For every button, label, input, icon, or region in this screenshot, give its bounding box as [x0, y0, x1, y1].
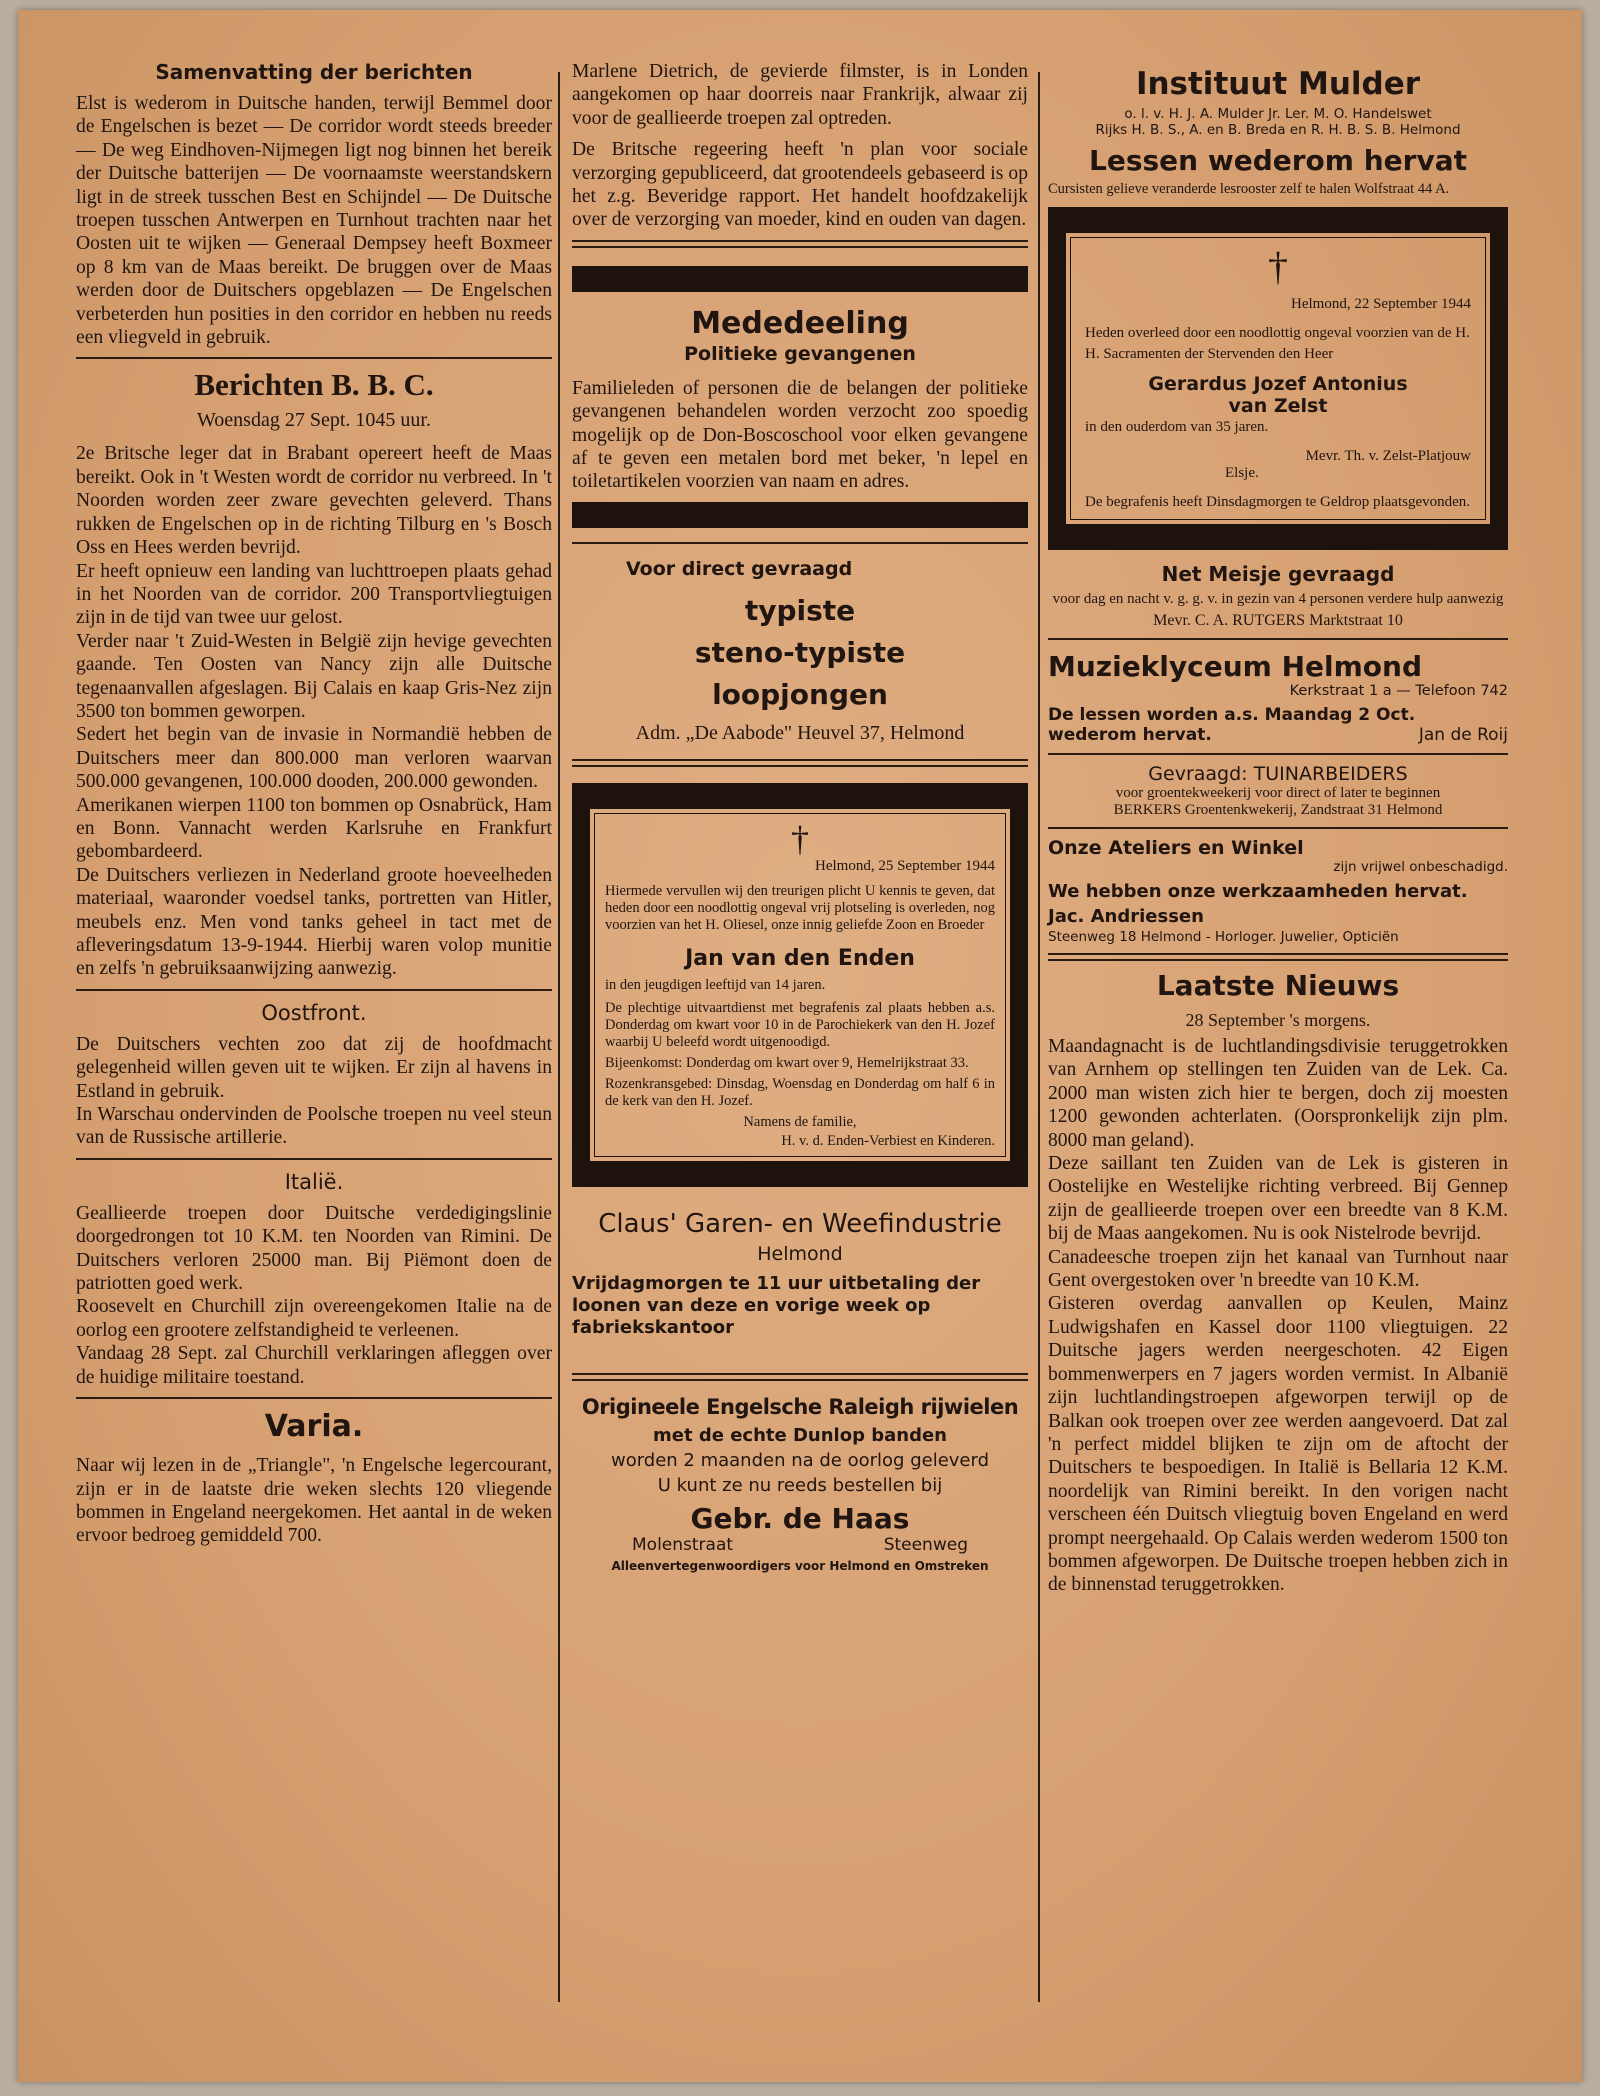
varia-title: Varia.	[264, 1409, 364, 1445]
mulder-note: Cursisten gelieve veranderde lesrooster zelf te halen Wolfstraat 44 A.	[1048, 181, 1450, 197]
claus-city: Helmond	[757, 1242, 843, 1265]
laatste-paragraph: Gisteren overdag aanvallen op Keulen, Mainz Ludwigshafen en Kassel door 1100 vliegtuigen. 22 Duitsche jagers werden neergeschoten. 42 Eigen bommenwerpers en 7 jagers worden vermist. In Albanië zijn luchtlandingstroepen afgeworpen terwijl op de Balkan ook troepen over zee werden aangevoerd. Dat zal 'n perfect middel blijken te zijn om de aftocht der Duitschers te bespoedigen. In Italië is Bellaria 12 K.M. noordelijk van Rimini bereikt. In den vorigen nacht verscheen één Duitsch vliegtuig boven Engeland en werd prompt neergehaald. Op Calais werden wederom 1500 ton bommen afgeworpen. De Duitsche troepen hebben zich in de binnenstad teruggetrokken.	[1048, 1293, 1508, 1596]
obit-rosary: Rozenkransgebed: Dinsdag, Woensdag en Donderdag om half 6 in de kerk van den H. Jozef.	[605, 1075, 995, 1109]
obituary-jan-van-den-enden	[572, 783, 1028, 1187]
regeering-text: De Britsche regeering heeft 'n plan voor sociale verzorging gepubliceerd, dat grootendeels gebaseerd is op het z.g. Beveridge rapport. Het handelt hoofdzakelijk over de verzorging van moeder, kind en ouden van dagen.	[572, 139, 1028, 231]
obituary-van-zelst	[1048, 207, 1508, 550]
cross-icon: †	[1268, 244, 1288, 289]
obit-name: Gerardus Jozef Antonius	[1148, 373, 1408, 395]
obit-widow: Mevr. Th. v. Zelst-Platjouw	[1305, 448, 1471, 464]
obit-meeting: Bijeenkomst: Donderdag om kwart over 9, Hemelrijkstraat 33.	[605, 1054, 969, 1071]
mulder-line: Rijks H. B. S., A. en B. Breda en R. H. B. S. B. Helmond	[1095, 122, 1461, 138]
gevraagd-item: typiste	[744, 593, 856, 627]
muziek-line2	[1048, 725, 1508, 745]
column-rule-left	[558, 72, 560, 2002]
laatste-dateline: 28 September 's morgens.	[1185, 1010, 1371, 1030]
obit-family: H. v. d. Enden-Verbiest en Kinderen.	[781, 1132, 995, 1149]
ateliers-sub: zijn vrijwel onbeschadigd.	[1333, 859, 1508, 875]
divider	[572, 542, 1028, 544]
bbc-paragraph: Sedert het begin van de invasie in Normandië hebben de Duitschers meer dan 800.000 man verloren waarvan 500.000 gevangenen, 100.000 dooden, 200.000 gewonden.	[76, 724, 552, 793]
divider	[76, 357, 552, 359]
column-left	[76, 60, 552, 1548]
italie-title: Italië.	[284, 1169, 344, 1194]
obit-age: in den jeugdigen leeftijd van 14 jaren.	[605, 976, 826, 993]
double-divider	[572, 1373, 1028, 1381]
italie-paragraph: Vandaag 28 Sept. zal Churchill verklaringen afleggen over de huidige militaire toestand.	[76, 1343, 552, 1388]
raleigh-line: worden 2 maanden na de oorlog geleverd	[610, 1449, 990, 1471]
meisje-contact: Mevr. C. A. RUTGERS Marktstraat 10	[1153, 612, 1403, 629]
divider	[1048, 827, 1508, 829]
gevraagd-address: Adm. „De Aabode" Heuvel 37, Helmond	[635, 721, 965, 744]
ateliers-name: Jac. Andriessen	[1048, 906, 1204, 927]
obit-name: van Zelst	[1228, 395, 1328, 417]
muziek-teacher: Jan de Roij	[1418, 725, 1508, 745]
meisje-text: voor dag en nacht v. g. g. v. in gezin van 4 personen verdere hulp aanwezig	[1052, 591, 1504, 607]
varia-text: Naar wij lezen in de „Triangle", 'n Engelsche legercourant, zijn er in de laatste drie weken slechts 120 vliegende bommen in Engeland neergekomen. Het aantal in de weken ervoor bedroeg gemiddeld 700.	[76, 1455, 552, 1547]
tuin-line: voor groentekweekerij voor direct of later te beginnen	[1115, 785, 1441, 801]
divider	[76, 1397, 552, 1399]
cross-icon: †	[791, 818, 809, 859]
raleigh-streets	[572, 1535, 1028, 1555]
italie-paragraph: Geallieerde troepen door Duitsche verdedigingslinie doorgedrongen tot 10 K.M. ten Noorden van Rimini. De Duitschers verloren 25000 man. Bij Piëmont doen de patriotten goed werk.	[76, 1202, 552, 1295]
obit-intro: Hiermede vervullen wij den treurigen plicht U kennis te geven, dat heden door een noodlottig ongeval vrij plotseling is overleden, nog voorzien van het H. Oliesel, onze innig geliefde Zoon en Broeder	[605, 882, 995, 933]
tuin-line: BERKERS Groentenkwekerij, Zandstraat 31 Helmond	[1113, 802, 1443, 818]
bbc-paragraph: 2e Britsche leger dat in Brabant opereert heeft de Maas bereikt. Ook in 't Westen wordt de corridor nu verbreed. In 't Noorden worden zeer zware gevechten geleverd. Thans rukken de Engelschen op in de richting Tilburg en 's Bosch Oss en Hees werden bevrijd.	[76, 443, 552, 559]
laatste-paragraph: Deze saillant ten Zuiden van de Lek is gisteren in Oostelijke en Westelijke richting verbreed. Bij Gennep zijn de geallieerde troepen over een breedte van 8 K.M. bij de Maas aangekomen. Nu is ook Nistelrode bevrijd.	[1048, 1153, 1508, 1245]
muziek-line: wederom hervat.	[1048, 725, 1212, 745]
tuin-title: Gevraagd: TUINARBEIDERS	[1148, 763, 1408, 785]
meisje-title: Net Meisje gevraagd	[1161, 562, 1395, 586]
dietrich-text: Marlene Dietrich, de gevierde filmster, is in Londen aangekomen op haar doorreis naar Frankrijk, alwaar zij voor de geallieerde troepen zal optreden.	[572, 61, 1028, 129]
raleigh-title: Origineele Engelsche Raleigh rijwielen	[581, 1394, 1019, 1419]
obit-age: in den ouderdom van 35 jaren.	[1085, 419, 1269, 435]
italie-paragraph: Roosevelt en Churchill zijn overeengekomen Italie na de oorlog een grootere zelfstandigheid te verleenen.	[76, 1296, 552, 1341]
bbc-paragraph: De Duitschers verliezen in Nederland groote hoeveelheden materiaal, waaronder voedsel tanks, portretten van Hitler, meubels enz. Men vond tanks geheel in tact met de afleveringsdatum 13-9-1944. Hierbij waren volop munitie en zelfs 'n gebruiksaanwijzing aanwezig.	[76, 864, 552, 980]
raleigh-line: U kunt ze nu reeds bestellen bij	[657, 1474, 943, 1496]
divider	[76, 1158, 552, 1160]
obit-funeral: De begrafenis heeft Dinsdagmorgen te Geldrop plaatsgevonden.	[1085, 494, 1471, 510]
raleigh-street: Molenstraat	[632, 1534, 734, 1555]
muziek-line: De lessen worden a.s. Maandag 2 Oct.	[1048, 705, 1416, 725]
claus-text: Vrijdagmorgen te 11 uur uitbetaling der loonen van deze en vorige week op fabriekskantoor	[572, 1272, 981, 1338]
oostfront-title: Oostfront.	[261, 1000, 367, 1025]
gevraagd-title: Voor direct gevraagd	[626, 557, 853, 580]
oostfront-paragraph: In Warschau ondervinden de Poolsche troepen nu veel steun van de Russische artillerie.	[76, 1104, 552, 1149]
obit-place-date: Helmond, 22 September 1944	[1291, 296, 1471, 312]
black-band	[572, 502, 1028, 528]
obit-intro: Heden overleed door een noodlottig ongeval voorzien van de H. H. Sacramenten der Stervenden den Heer	[1085, 325, 1470, 362]
mulder-title: Instituut Mulder	[1135, 66, 1421, 102]
obit-place-date: Helmond, 25 September 1944	[815, 857, 995, 874]
mededeeling-title: Mededeeling	[691, 305, 909, 341]
mulder-headline: Lessen wederom hervat	[1089, 144, 1467, 177]
black-band	[572, 266, 1028, 292]
bbc-title: Berichten B. B. C.	[194, 367, 434, 403]
muziek-address: Kerkstraat 1 a — Telefoon 742	[1289, 683, 1508, 699]
ateliers-line: We hebben onze werkzaamheden hervat.	[1048, 881, 1468, 902]
bbc-paragraph: Er heeft opnieuw een landing van luchttroepen plaats gehad in het Noorden van de corridor. 200 Transportvliegtuigen zijn in de tijd van twee uur gelost.	[76, 560, 552, 629]
column-rule-right	[1038, 72, 1040, 2002]
laatste-paragraph: Canadeesche troepen zijn het kanaal van Turnhout naar Gent overgestoken over 'n breedte van 10 K.M.	[1048, 1246, 1508, 1292]
bbc-paragraph: Amerikanen wierpen 1100 ton bommen op Osnabrück, Ham en Bonn. Vannacht werden Karlsruhe en Frankfurt gebombardeerd.	[76, 794, 552, 863]
raleigh-street: Steenweg	[883, 1534, 968, 1555]
claus-title: Claus' Garen- en Weefindustrie	[598, 1208, 1002, 1239]
obit-family-label: Namens de familie,	[743, 1113, 857, 1130]
double-divider	[572, 759, 1028, 767]
oostfront-paragraph: De Duitschers vechten zoo dat zij de hoofdmacht gelegenheid willen geven uit te wijken. Er zijn al havens in Estland in gebruik.	[76, 1033, 552, 1102]
bbc-dateline: Woensdag 27 Sept. 1045 uur.	[197, 409, 431, 432]
column-right	[1048, 60, 1508, 1597]
column-middle	[572, 60, 1028, 1573]
raleigh-firm: Gebr. de Haas	[690, 1501, 910, 1535]
divider	[1048, 638, 1508, 640]
divider	[76, 989, 552, 991]
gevraagd-item: loopjongen	[712, 677, 888, 711]
double-divider	[1048, 953, 1508, 961]
summary-title: Samenvatting der berichten	[155, 60, 473, 84]
raleigh-footer: Alleenvertegenwoordigers voor Helmond en Omstreken	[611, 1558, 989, 1573]
raleigh-line: met de echte Dunlop banden	[653, 1424, 947, 1446]
obit-child: Elsje.	[1225, 465, 1259, 481]
laatste-paragraph: Maandagnacht is de luchtlandingsdivisie teruggetrokken van Arnhem op stellingen ten Zuiden van de Lek. Ca. 2000 man wisten zich hier te bergen, doch zij moesten 1200 gewonden achterlaten. (Oorspronkelijk zijn plm. 8000 man geland).	[1048, 1036, 1508, 1151]
laatste-title: Laatste Nieuws	[1156, 969, 1400, 1002]
double-divider	[572, 240, 1028, 248]
divider	[1048, 753, 1508, 755]
mededeeling-text: Familieleden of personen die de belangen der politieke gevangenen behandelen worden verzocht zoo spoedig mogelijk op de Don-Boscoschool voor elken gevangene af te geven een metalen bord met beker, 'n lepel en toiletartikelen voorzien van naam en adres.	[572, 377, 1028, 493]
ateliers-address: Steenweg 18 Helmond - Horloger. Juwelier, Opticiën	[1048, 929, 1399, 945]
ateliers-title: Onze Ateliers en Winkel	[1048, 837, 1304, 859]
obit-name: Jan van den Enden	[685, 945, 915, 971]
mulder-line: o. l. v. H. J. A. Mulder Jr. Ler. M. O. Handelswet	[1124, 106, 1432, 122]
summary-text: Elst is wederom in Duitsche handen, terwijl Bemmel door de Engelschen is bezet — De corridor wordt steeds breeder — De weg Eindhoven-Nijmegen ligt nog binnen het bereik der Duitsche batterijen — De voornaamste weerstandskern ligt in de streek tusschen Best en Schijndel — De Duitsche troepen tusschen Antwerpen en Turnhout trachten naar het Oosten uit te wijken — Generaal Dempsey heeft Boxmeer op 8 km van de Maas bereikt. De bruggen over de Maas werden door de Duitschers opgeblazen — De Engelschen verbeterden hun posities in den corridor en hebben nu reeds een vliegveld in gebruik.	[76, 93, 552, 349]
gevraagd-item: steno-typiste	[694, 635, 906, 669]
bbc-paragraph: Verder naar 't Zuid-Westen in België zijn hevige gevechten gaande. Ten Oosten van Nancy zijn alle Duitsche tegenaanvallen afgeslagen. Bij Calais en kaap Gris-Nez zijn 3500 ton bommen geworpen.	[76, 630, 552, 722]
mededeeling-subtitle: Politieke gevangenen	[684, 342, 916, 365]
muziek-title: Muzieklyceum Helmond	[1048, 650, 1423, 683]
obit-service: De plechtige uitvaartdienst met begrafenis zal plaats hebben a.s. Donderdag om kwart voor 10 in de Parochiekerk van den H. Jozef waarbij U beleefd wordt uitgenoodigd.	[605, 999, 995, 1050]
